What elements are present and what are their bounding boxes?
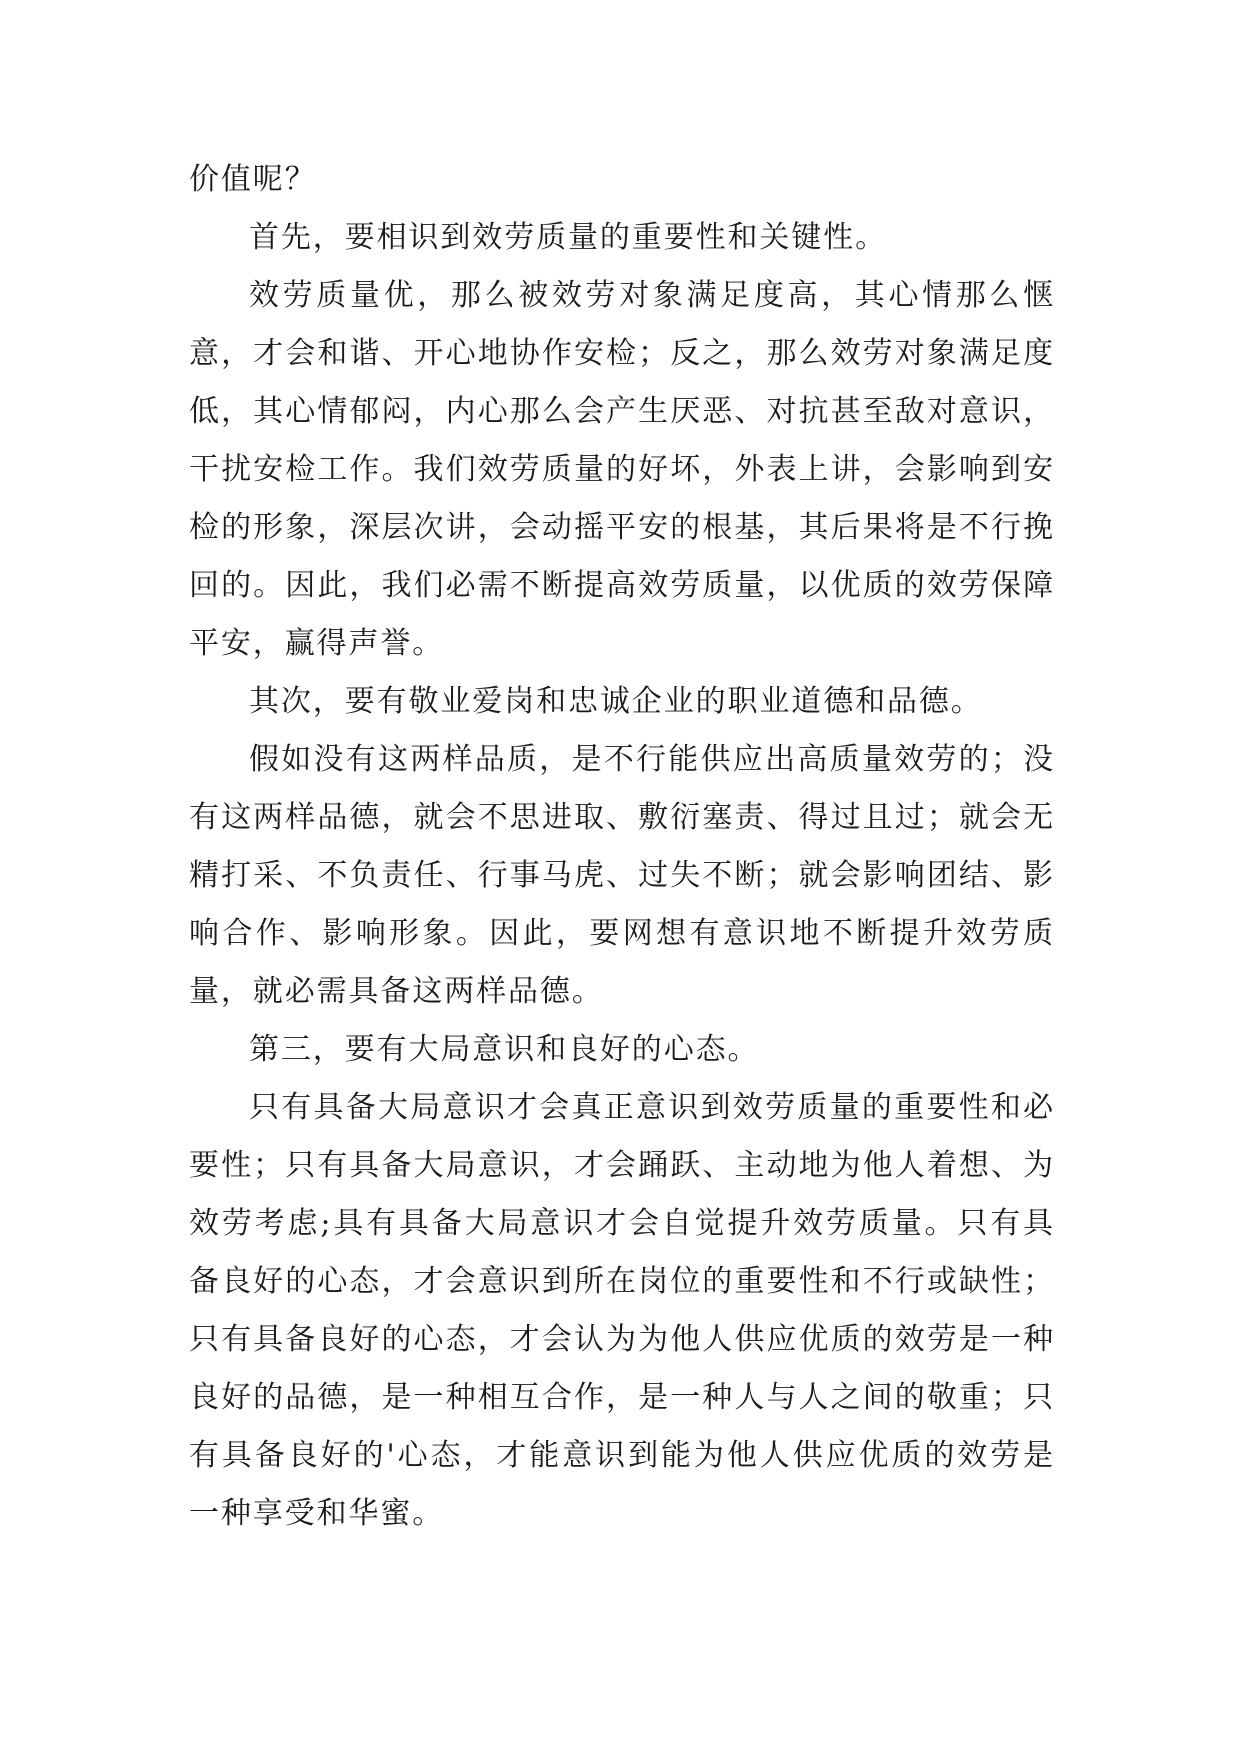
paragraph-first-point-heading: 首先，要相识到效劳质量的重要性和关键性。: [249, 220, 887, 255]
paragraph-second-point-heading: 其次，要有敬业爱岗和忠诚企业的职业道德和品德。: [249, 684, 983, 719]
paragraph-second-point-body: 假如没有这两样品质，是不行能供应出高质量效劳的；没有这两样品德，就会不思进取、敷衍塞责、得过且过；就会无精打采、不负责任、行事马虎、过失不断；就会影响团结、影响合作、影响形象。因此，要网想有意识地不断提升效劳质量，就必需具备这两样品德。: [189, 742, 1055, 1009]
document-body: [189, 151, 1055, 1543]
paragraph-continuation: 价值呢？: [189, 162, 317, 197]
paragraph-third-point-body: 只有具备大局意识才会真正意识到效劳质量的重要性和必要性；只有具备大局意识，才会踊跃、主动地为他人着想、为效劳考虑;具有具备大局意识才会自觉提升效劳质量。只有具备良好的心态，才会意识到所在岗位的重要性和不行或缺性；只有具备良好的心态，才会认为为他人供应优质的效劳是一种良好的品德，是一种相互合作，是一种人与人之间的敬重；只有具备良好的'心态，才能意识到能为他人供应优质的效劳是一种享受和华蜜。: [189, 1090, 1055, 1531]
paragraph-first-point-body: 效劳质量优，那么被效劳对象满足度高，其心情那么惬意，才会和谐、开心地协作安检；反之，那么效劳对象满足度低，其心情郁闷，内心那么会产生厌恶、对抗甚至敌对意识，干扰安检工作。我们效劳质量的好坏，外表上讲，会影响到安检的形象，深层次讲，会动摇平安的根基，其后果将是不行挽回的。因此，我们必需不断提高效劳质量，以优质的效劳保障平安，赢得声誉。: [189, 278, 1055, 661]
paragraph-third-point-heading: 第三，要有大局意识和良好的心态。: [249, 1032, 760, 1067]
